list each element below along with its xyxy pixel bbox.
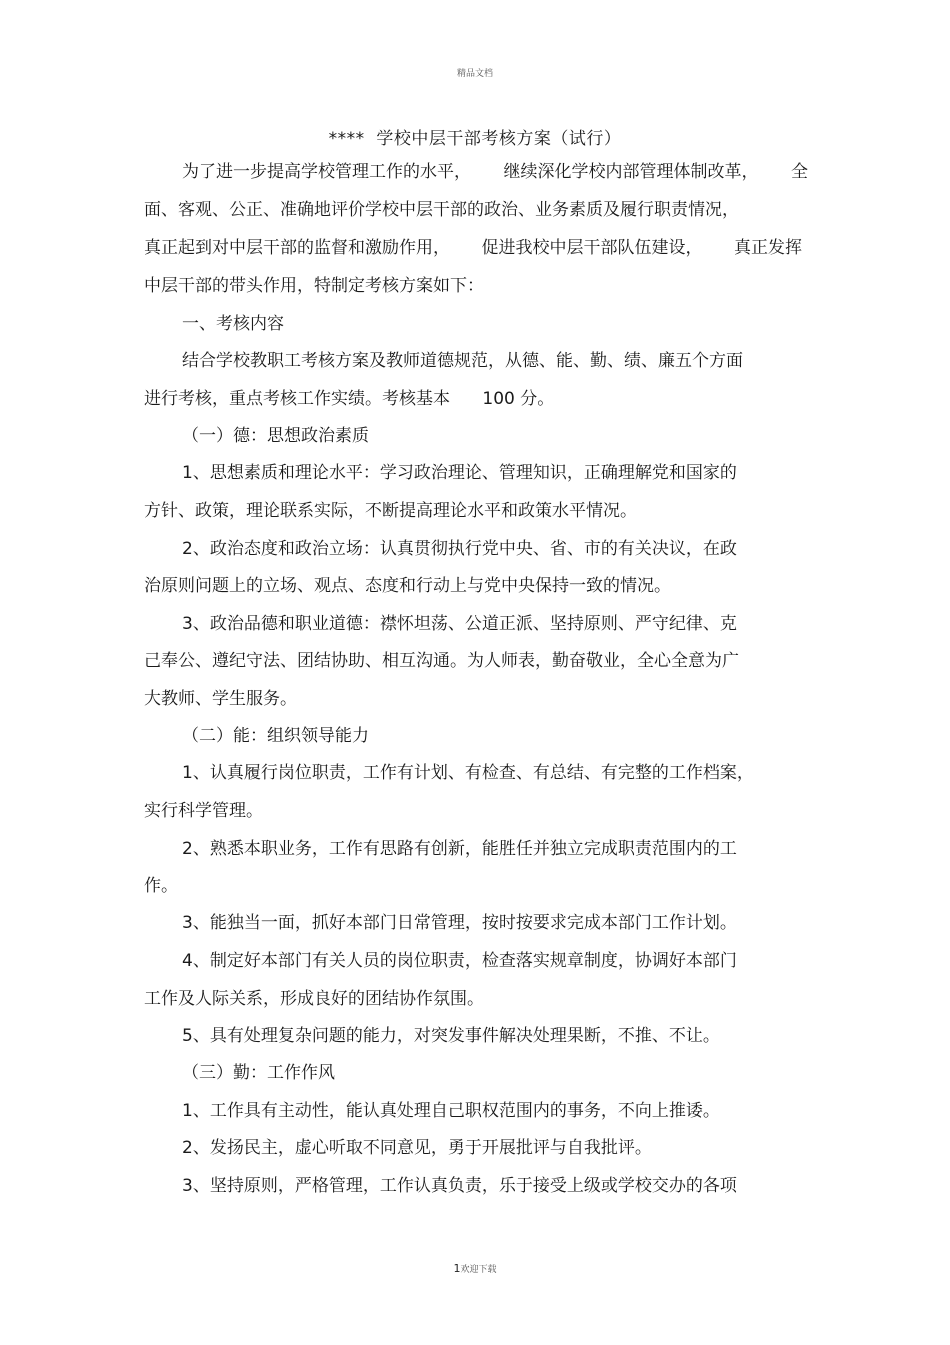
de-item-3-line-3: 大教师、学生服务。 — [144, 689, 297, 709]
neng-item-4-line-1: 4、制定好本部门有关人员的岗位职责，检查落实规章制度，协调好本部门 — [182, 951, 737, 971]
intro-line-1-part-a: 为了进一步提高学校管理工作的水平， — [182, 162, 471, 182]
neng-item-5: 5、具有处理复杂问题的能力，对突发事件解决处理果断，不推、不让。 — [182, 1026, 720, 1046]
page-number: 1 — [453, 1262, 461, 1275]
section-heading-content: 一、考核内容 — [182, 314, 284, 334]
qin-item-1: 1、工作具有主动性，能认真处理自己职权范围内的事务，不向上推诿。 — [182, 1101, 720, 1121]
intro-line-3-part-a: 真正起到对中层干部的监督和激励作用， — [144, 238, 450, 258]
qin-item-2: 2、发扬民主，虚心听取不同意见，勇于开展批评与自我批评。 — [182, 1138, 652, 1158]
de-item-2-line-1: 2、政治态度和政治立场：认真贯彻执行党中央、省、市的有关决议，在政 — [182, 539, 737, 559]
document-title: **** 学校中层干部考核方案（试行） — [328, 129, 622, 149]
intro-line-1-part-c: 全 — [791, 162, 808, 182]
subheading-neng: （二）能：组织领导能力 — [182, 726, 369, 746]
intro-line-3-part-b: 促进我校中层干部队伍建设， — [481, 238, 703, 258]
subheading-qin: （三）勤：工作作风 — [182, 1063, 335, 1083]
section1-paragraph-line-1: 结合学校教职工考核方案及教师道德规范，从德、能、勤、绩、廉五个方面 — [182, 351, 743, 371]
footer-watermark: 欢迎下载 — [460, 1265, 497, 1275]
intro-line-3-part-c: 真正发挥 — [734, 238, 802, 258]
header-watermark: 精品文档 — [456, 69, 493, 79]
de-item-1-line-2: 方针、政策，理论联系实际，不断提高理论水平和政策水平情况。 — [144, 501, 637, 521]
intro-line-3 — [144, 238, 802, 258]
subheading-de: （一）德：思想政治素质 — [182, 426, 369, 446]
de-item-2-line-2: 治原则问题上的立场、观点、态度和行动上与党中央保持一致的情况。 — [144, 576, 671, 596]
neng-item-4-line-2: 工作及人际关系，形成良好的团结协作氛围。 — [144, 989, 484, 1009]
page-footer — [0, 1262, 950, 1275]
intro-line-2: 面、客观、公正、准确地评价学校中层干部的政治、业务素质及履行职责情况， — [144, 200, 739, 220]
neng-item-1-line-2: 实行科学管理。 — [144, 801, 263, 821]
de-item-3-line-2: 己奉公、遵纪守法、团结协助、相互沟通。为人师表，勤奋敬业，全心全意为广 — [144, 651, 739, 671]
intro-line-1 — [182, 162, 808, 182]
de-item-1-line-1: 1、思想素质和理论水平：学习政治理论、管理知识，正确理解党和国家的 — [182, 463, 737, 483]
section1-paragraph-line-2: 进行考核，重点考核工作实绩。考核基本 100 分。 — [144, 389, 555, 409]
neng-item-1-line-1: 1、认真履行岗位职责，工作有计划、有检查、有总结、有完整的工作档案， — [182, 763, 754, 783]
neng-item-3: 3、能独当一面，抓好本部门日常管理，按时按要求完成本部门工作计划。 — [182, 913, 737, 933]
intro-line-4: 中层干部的带头作用，特制定考核方案如下： — [144, 276, 484, 296]
de-item-3-line-1: 3、政治品德和职业道德：襟怀坦荡、公道正派、坚持原则、严守纪律、克 — [182, 614, 737, 634]
qin-item-3: 3、坚持原则，严格管理，工作认真负责，乐于接受上级或学校交办的各项 — [182, 1176, 737, 1196]
neng-item-2-line-2: 作。 — [144, 876, 178, 896]
intro-line-1-part-b: 继续深化学校内部管理体制改革， — [503, 162, 759, 182]
neng-item-2-line-1: 2、熟悉本职业务，工作有思路有创新，能胜任并独立完成职责范围内的工 — [182, 839, 737, 859]
